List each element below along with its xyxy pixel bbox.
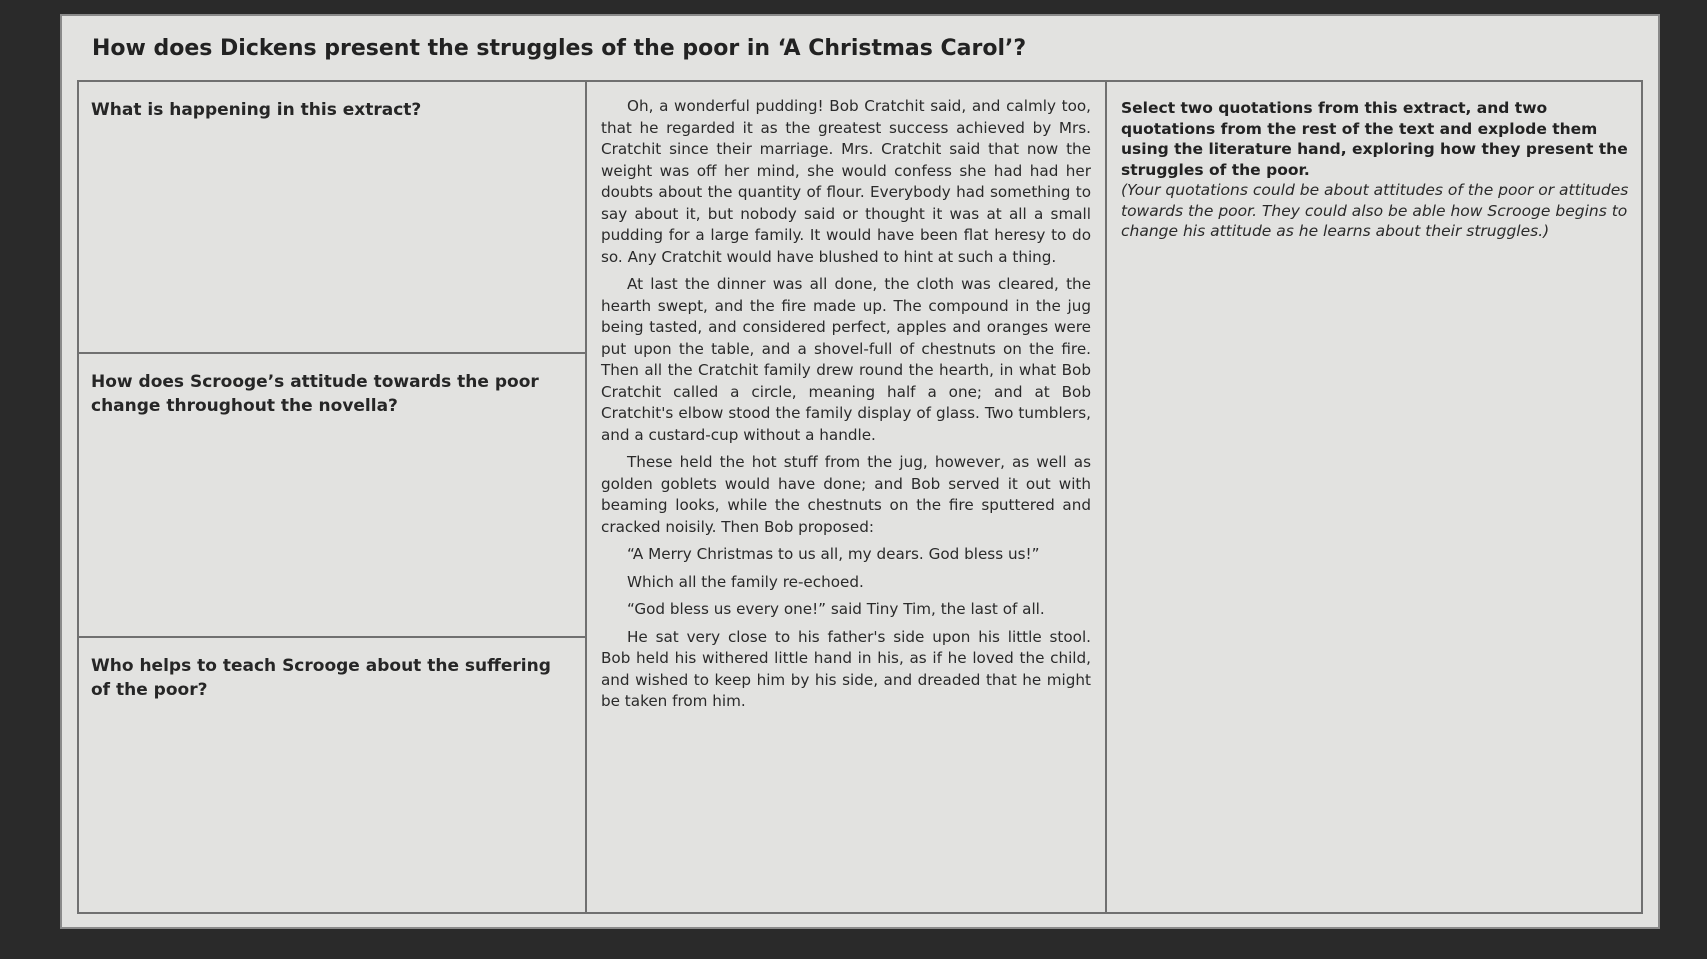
worksheet	[60, 14, 1660, 929]
extract-paragraph-3: These held the hot stuff from the jug, however, as well as golden goblets would have done; and Bob served it out with beaming looks, while the chestnuts on the fire sputtered and cracked noisily. Then Bob proposed:	[601, 453, 1091, 536]
task-instruction: Select two quotations from this extract, and two quotations from the rest of the text and explode them using the literature hand, exploring how they present the struggles of the poor.	[1121, 99, 1628, 179]
extract-paragraph-5: Which all the family re-echoed.	[627, 572, 864, 591]
extract-column	[587, 82, 1107, 912]
task-hint: (Your quotations could be about attitudes of the poor or attitudes towards the poor. They could also be able how Scrooge begins to change his attitude as he learns about their struggles.)	[1121, 181, 1629, 240]
extract-paragraph-6: “God bless us every one!” said Tiny Tim, the last of all.	[627, 600, 1045, 618]
question-box-1[interactable]	[79, 82, 585, 354]
question-1-text: What is happening in this extract?	[91, 100, 422, 120]
worksheet-title: How does Dickens present the struggles of the poor in ‘A Christmas Carol’?	[92, 36, 1027, 61]
extract-paragraph-2: At last the dinner was all done, the cloth was cleared, the hearth swept, and the fire made up. The compound in the jug being tasted, and considered perfect, apples and oranges were put upon the table, and a shovel-full of chestnuts on the fire. Then all the Cratchit family drew round the hearth, in what Bob Cratchit called a circle, meaning half a one; and at Bob Cratchit's elbow stood the family display of glass. Two tumblers, and a custard-cup without a handle.	[601, 275, 1091, 444]
questions-column	[77, 82, 587, 912]
question-box-3[interactable]	[79, 638, 585, 912]
extract-paragraph-1: Oh, a wonderful pudding! Bob Cratchit said, and calmly too, that he regarded it as the greatest success achieved by Mrs. Cratchit since their marriage. Mrs. Cratchit said that now the weight was off her mind, she would confess she had had her doubts about the quantity of flour. Everybody had something to say about it, but nobody said or thought it was at all a small pudding for a large family. It would have been flat heresy to do so. Any Cratchit would have blushed to hint at such a thing.	[601, 97, 1091, 266]
bottom-divider	[77, 912, 1643, 914]
question-2-text: How does Scrooge’s attitude towards the poor change throughout the novella?	[91, 372, 539, 416]
extract-paragraph-4: “A Merry Christmas to us all, my dears. God bless us!”	[627, 545, 1040, 563]
extract-paragraph-7: He sat very close to his father's side upon his little stool. Bob held his withered little hand in his, as if he loved the child, and wished to keep him by his side, and dreaded that he might be taken from him.	[601, 627, 1091, 710]
question-3-text: Who helps to teach Scrooge about the suffering of the poor?	[91, 656, 551, 700]
question-box-2[interactable]	[79, 354, 585, 638]
task-column[interactable]	[1107, 82, 1643, 912]
